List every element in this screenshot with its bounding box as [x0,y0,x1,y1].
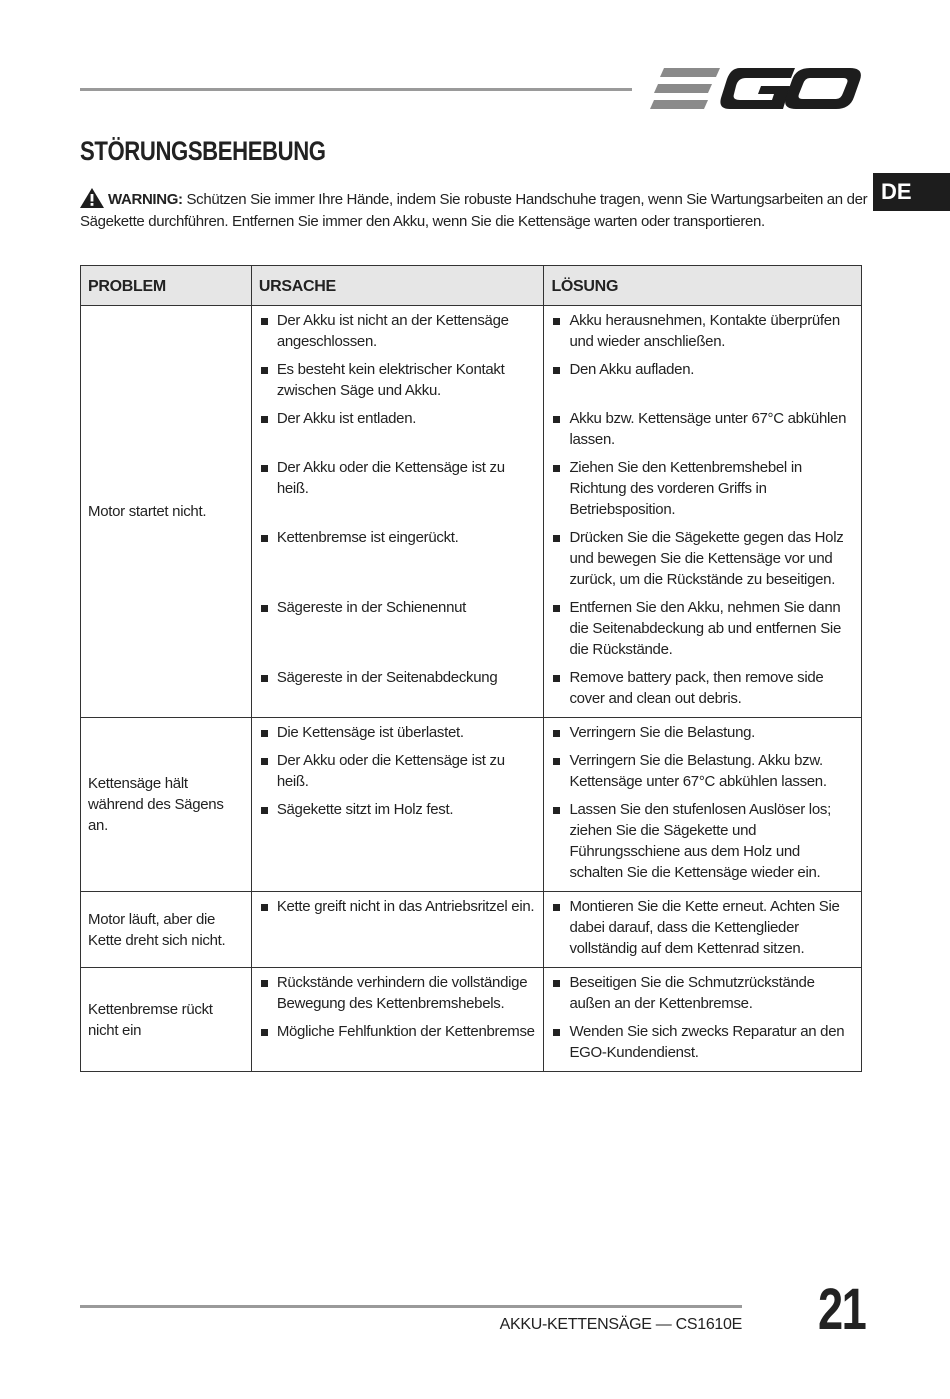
solution-item: Verringern Sie die Belastung. [552,722,853,743]
footer-product-name: AKKU-KETTENSÄGE — CS1610E [499,1316,742,1333]
solution-item: Akku bzw. Kettensäge unter 67°C abkühlen lassen. [552,408,853,450]
header-cause: URSACHE [251,266,544,306]
table-row [81,306,862,718]
cause-item: Sägereste in der Schienennut [260,597,536,660]
cause-item: Mögliche Fehlfunktion der Kettenbremse [260,1021,536,1063]
solution-item: Verringern Sie die Belastung. Akku bzw. Kettensäge unter 67°C abkühlen lassen. [552,750,853,792]
cause-item: Sägekette sitzt im Holz fest. [260,799,536,883]
ego-logo [650,64,862,114]
cause-item: Die Kettensäge ist überlastet. [260,722,536,743]
cause-item: Kette greift nicht in das Antriebsritzel ein. [260,896,536,959]
solution-item: Lassen Sie den stufenlosen Auslöser los; ziehen Sie die Sägekette und Führungsschiene aus dem Holz und schalten Sie die Kettensäge wieder ein. [552,799,853,883]
solution-item: Remove battery pack, then remove side cover and clean out debris. [552,667,853,709]
cause-item: Der Akku oder die Kettensäge ist zu heiß. [260,457,536,520]
warning-label: WARNING: [108,191,183,208]
solution-item: Den Akku aufladen. [552,359,853,401]
cause-cell [251,718,544,892]
header-rule [80,88,632,91]
cause-cell [251,306,544,718]
solution-item: Beseitigen Sie die Schmutzrückstände außen an der Kettenbremse. [552,972,853,1014]
cause-item: Kettenbremse ist eingerückt. [260,527,536,590]
troubleshooting-table [80,265,862,1072]
solution-item: Akku herausnehmen, Kontakte überprüfen und wieder anschließen. [552,310,853,352]
cause-item: Der Akku ist entladen. [260,408,536,450]
cause-cell [251,892,544,968]
table-row [81,892,862,968]
solution-cell [544,306,862,718]
page-title: STÖRUNGSBEHEBUNG [80,136,326,166]
footer-rule [80,1305,742,1308]
language-tab: DE [873,173,950,211]
solution-cell [544,968,862,1072]
problem-cell: Kettensäge hält während des Sägens an. [81,718,252,892]
cause-item: Sägereste in der Seitenabdeckung [260,667,536,709]
header-solution: LÖSUNG [544,266,862,306]
cause-item: Es besteht kein elektrischer Kontakt zwischen Säge und Akku. [260,359,536,401]
header-problem: PROBLEM [81,266,252,306]
warning-notice [80,188,870,232]
solution-cell [544,892,862,968]
problem-cell: Kettenbremse rückt nicht ein [81,968,252,1072]
solution-item: Entfernen Sie den Akku, nehmen Sie dann die Seitenabdeckung ab und entfernen Sie die Rückstände. [552,597,853,660]
problem-cell: Motor läuft, aber die Kette dreht sich nicht. [81,892,252,968]
warning-text: Schützen Sie immer Ihre Hände, indem Sie robuste Handschuhe tragen, wenn Sie Wartungsarbeiten an der Sägekette durchführen. Entfernen Sie immer den Akku, wenn Sie die Kettensäge warten oder transportieren. [80,191,868,230]
solution-item: Wenden Sie sich zwecks Reparatur an den EGO-Kundendienst. [552,1021,853,1063]
table-header-row [81,266,862,306]
solution-cell [544,718,862,892]
cause-item: Rückstände verhindern die vollständige Bewegung des Kettenbremshebels. [260,972,536,1014]
table-row [81,968,862,1072]
cause-cell [251,968,544,1072]
solution-item: Drücken Sie die Sägekette gegen das Holz und bewegen Sie die Kettensäge vor und zurück, um die Rückstände zu beseitigen. [552,527,853,590]
solution-item: Ziehen Sie den Kettenbremshebel in Richtung des vorderen Griffs in Betriebsposition. [552,457,853,520]
solution-item: Montieren Sie die Kette erneut. Achten Sie dabei darauf, dass die Kettenglieder vollständig auf dem Kettenrad sitzen. [552,896,853,959]
warning-triangle-icon [80,188,104,208]
cause-item: Der Akku ist nicht an der Kettensäge angeschlossen. [260,310,536,352]
table-row [81,718,862,892]
page-number: 21 [818,1277,866,1342]
problem-cell: Motor startet nicht. [81,306,252,718]
cause-item: Der Akku oder die Kettensäge ist zu heiß. [260,750,536,792]
